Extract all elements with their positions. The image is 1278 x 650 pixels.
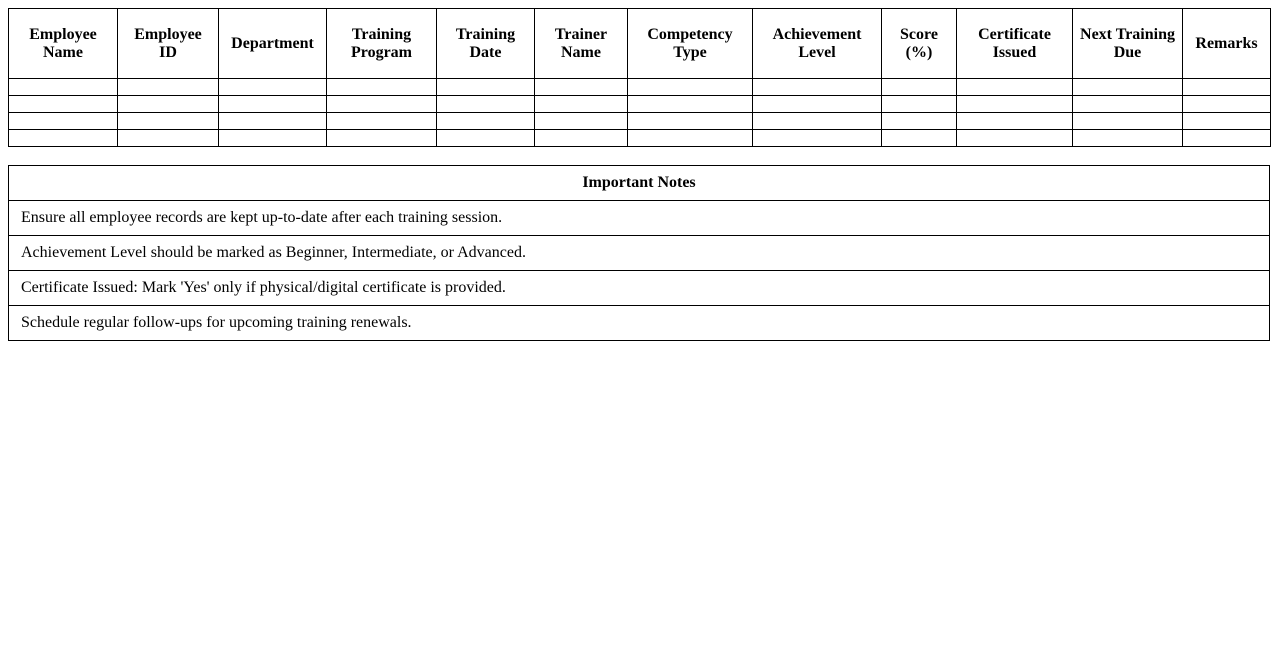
- table-cell[interactable]: [882, 96, 957, 113]
- table-row: [9, 96, 1271, 113]
- table-cell[interactable]: [535, 113, 628, 130]
- header-trainer-name: Trainer Name: [535, 9, 628, 79]
- table-cell[interactable]: [9, 96, 118, 113]
- table-cell[interactable]: [1073, 130, 1183, 147]
- table-cell[interactable]: [118, 79, 219, 96]
- header-achievement-level: Achievement Level: [753, 9, 882, 79]
- training-records-table: [8, 8, 1271, 147]
- notes-header-row: [9, 166, 1270, 201]
- table-cell[interactable]: [1073, 113, 1183, 130]
- table-cell[interactable]: [437, 113, 535, 130]
- table-cell[interactable]: [628, 96, 753, 113]
- table-cell[interactable]: [957, 113, 1073, 130]
- table-cell[interactable]: [219, 79, 327, 96]
- table-cell[interactable]: [327, 96, 437, 113]
- note-item: Certificate Issued: Mark 'Yes' only if physical/digital certificate is provided.: [9, 271, 1270, 306]
- table-cell[interactable]: [327, 79, 437, 96]
- table-cell[interactable]: [1183, 130, 1271, 147]
- table-cell[interactable]: [327, 130, 437, 147]
- table-cell[interactable]: [957, 96, 1073, 113]
- table-cell[interactable]: [118, 113, 219, 130]
- header-training-program: Training Program: [327, 9, 437, 79]
- header-employee-name: Employee Name: [9, 9, 118, 79]
- table-cell[interactable]: [437, 79, 535, 96]
- header-score: Score (%): [882, 9, 957, 79]
- table-cell[interactable]: [1183, 79, 1271, 96]
- table-header-row: [9, 9, 1271, 79]
- table-body: [9, 79, 1271, 147]
- table-cell[interactable]: [1073, 79, 1183, 96]
- table-cell[interactable]: [1183, 113, 1271, 130]
- note-row: [9, 271, 1270, 306]
- table-cell[interactable]: [882, 130, 957, 147]
- table-cell[interactable]: [753, 130, 882, 147]
- important-notes-table: [8, 165, 1270, 341]
- table-cell[interactable]: [535, 79, 628, 96]
- table-cell[interactable]: [1183, 96, 1271, 113]
- table-cell[interactable]: [9, 79, 118, 96]
- table-row: [9, 79, 1271, 96]
- header-department: Department: [219, 9, 327, 79]
- table-cell[interactable]: [9, 113, 118, 130]
- note-item: Schedule regular follow-ups for upcoming training renewals.: [9, 306, 1270, 341]
- table-cell[interactable]: [1073, 96, 1183, 113]
- table-cell[interactable]: [9, 130, 118, 147]
- table-cell[interactable]: [628, 79, 753, 96]
- table-cell[interactable]: [437, 130, 535, 147]
- table-cell[interactable]: [219, 96, 327, 113]
- table-cell[interactable]: [957, 130, 1073, 147]
- table-cell[interactable]: [882, 79, 957, 96]
- note-row: [9, 306, 1270, 341]
- header-competency-type: Competency Type: [628, 9, 753, 79]
- table-cell[interactable]: [535, 96, 628, 113]
- table-cell[interactable]: [753, 96, 882, 113]
- table-cell[interactable]: [219, 130, 327, 147]
- table-cell[interactable]: [535, 130, 628, 147]
- header-employee-id: Employee ID: [118, 9, 219, 79]
- table-cell[interactable]: [437, 96, 535, 113]
- table-cell[interactable]: [118, 130, 219, 147]
- table-row: [9, 113, 1271, 130]
- note-item: Achievement Level should be marked as Beginner, Intermediate, or Advanced.: [9, 236, 1270, 271]
- note-item: Ensure all employee records are kept up-to-date after each training session.: [9, 201, 1270, 236]
- table-cell[interactable]: [882, 113, 957, 130]
- table-cell[interactable]: [219, 113, 327, 130]
- table-cell[interactable]: [628, 130, 753, 147]
- header-certificate-issued: Certificate Issued: [957, 9, 1073, 79]
- header-next-training-due: Next Training Due: [1073, 9, 1183, 79]
- notes-title: Important Notes: [9, 166, 1270, 201]
- page-content: [8, 8, 1270, 341]
- table-cell[interactable]: [628, 113, 753, 130]
- note-row: [9, 201, 1270, 236]
- header-remarks: Remarks: [1183, 9, 1271, 79]
- header-training-date: Training Date: [437, 9, 535, 79]
- note-row: [9, 236, 1270, 271]
- table-cell[interactable]: [753, 113, 882, 130]
- table-row: [9, 130, 1271, 147]
- table-cell[interactable]: [957, 79, 1073, 96]
- table-cell[interactable]: [327, 113, 437, 130]
- table-cell[interactable]: [753, 79, 882, 96]
- table-cell[interactable]: [118, 96, 219, 113]
